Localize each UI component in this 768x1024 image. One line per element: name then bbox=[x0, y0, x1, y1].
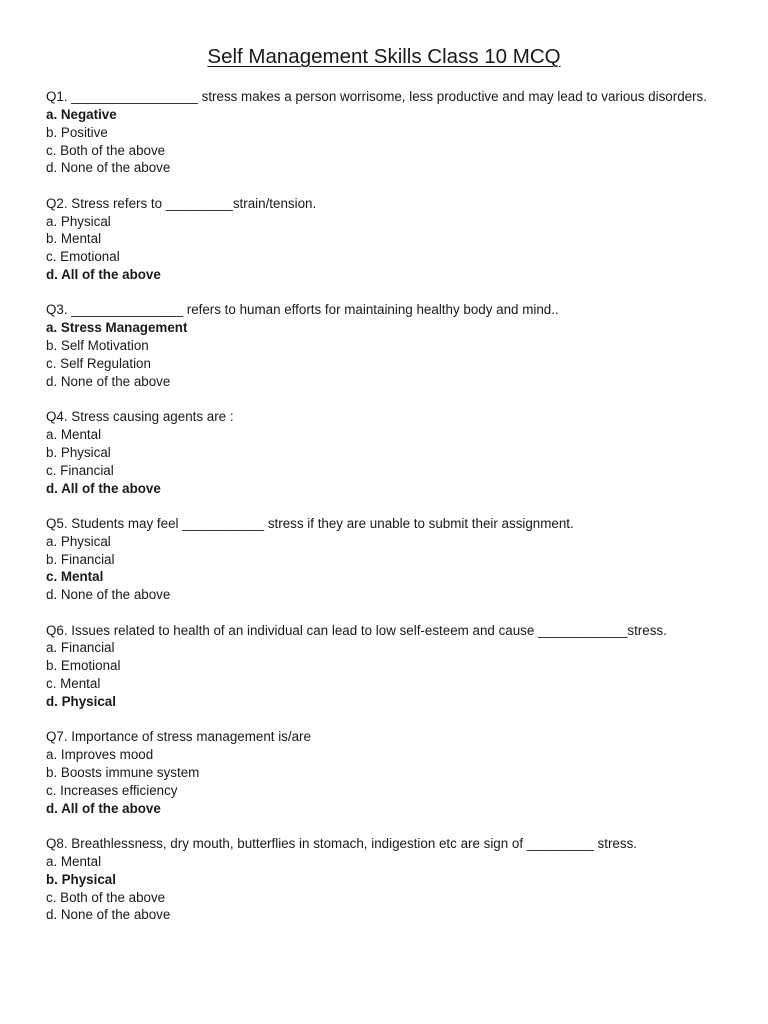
answer-option: c. Mental bbox=[46, 676, 101, 692]
answer-option: c. Emotional bbox=[46, 249, 120, 265]
document-title-text: Self Management Skills Class 10 MCQ bbox=[207, 45, 561, 68]
question-4 bbox=[46, 408, 726, 497]
answer-option: d. None of the above bbox=[46, 907, 171, 923]
question-text: Q1. _________________ stress makes a person worrisome, less productive and may lead to various disorders. bbox=[46, 89, 707, 104]
answer-option: a. Mental bbox=[46, 853, 102, 869]
answer-option: c. Mental bbox=[46, 569, 104, 585]
answer-option: c. Both of the above bbox=[46, 889, 166, 905]
answer-option: c. Increases efficiency bbox=[46, 782, 178, 798]
answer-option: d. All of the above bbox=[46, 800, 161, 816]
answer-option: b. Mental bbox=[46, 231, 102, 247]
answer-option: b. Emotional bbox=[46, 658, 121, 674]
answer-option: b. Positive bbox=[46, 124, 108, 140]
answer-option: b. Physical bbox=[46, 444, 111, 460]
answer-option: b. Boosts immune system bbox=[46, 765, 200, 780]
answer-option: a. Mental bbox=[46, 427, 102, 442]
answer-option: d. All of the above bbox=[46, 480, 161, 496]
answer-option: a. Physical bbox=[46, 213, 111, 229]
answer-option: a. Financial bbox=[46, 640, 115, 656]
answer-option: d. None of the above bbox=[46, 587, 171, 603]
question-list bbox=[46, 88, 726, 942]
answer-option: a. Improves mood bbox=[46, 747, 154, 763]
question-2 bbox=[46, 195, 726, 284]
question-text: Q7. Importance of stress management is/are bbox=[46, 729, 311, 745]
answer-option: c. Financial bbox=[46, 462, 114, 478]
question-3 bbox=[46, 301, 726, 390]
answer-option: a. Physical bbox=[46, 533, 111, 549]
question-text: Q3. _______________ refers to human efforts for maintaining healthy body and mind.. bbox=[46, 302, 559, 318]
question-text: Q5. Students may feel ___________ stress if they are unable to submit their assignment. bbox=[46, 515, 574, 531]
question-8 bbox=[46, 835, 726, 924]
answer-option: c. Both of the above bbox=[46, 142, 166, 158]
question-6 bbox=[46, 622, 726, 711]
answer-option: d. Physical bbox=[46, 693, 116, 709]
question-text: Q2. Stress refers to _________strain/tension. bbox=[46, 195, 317, 211]
question-text: Q4. Stress causing agents are : bbox=[46, 409, 234, 425]
question-1 bbox=[46, 88, 726, 177]
answer-option: a. Negative bbox=[46, 106, 117, 122]
question-text: Q6. Issues related to health of an individual can lead to low self-esteem and cause ____________stress. bbox=[46, 622, 667, 638]
answer-option: b. Physical bbox=[46, 871, 116, 887]
answer-option: d. None of the above bbox=[46, 160, 171, 176]
question-5 bbox=[46, 515, 726, 604]
answer-option: b. Self Motivation bbox=[46, 338, 149, 354]
answer-option: d. All of the above bbox=[46, 267, 161, 283]
answer-option: c. Self Regulation bbox=[46, 355, 151, 371]
answer-option: b. Financial bbox=[46, 551, 115, 567]
question-7 bbox=[46, 728, 726, 817]
answer-option: a. Stress Management bbox=[46, 320, 188, 336]
document-title bbox=[0, 44, 768, 70]
answer-option: d. None of the above bbox=[46, 373, 171, 389]
question-text: Q8. Breathlessness, dry mouth, butterflies in stomach, indigestion etc are sign of _________ stress. bbox=[46, 836, 637, 852]
